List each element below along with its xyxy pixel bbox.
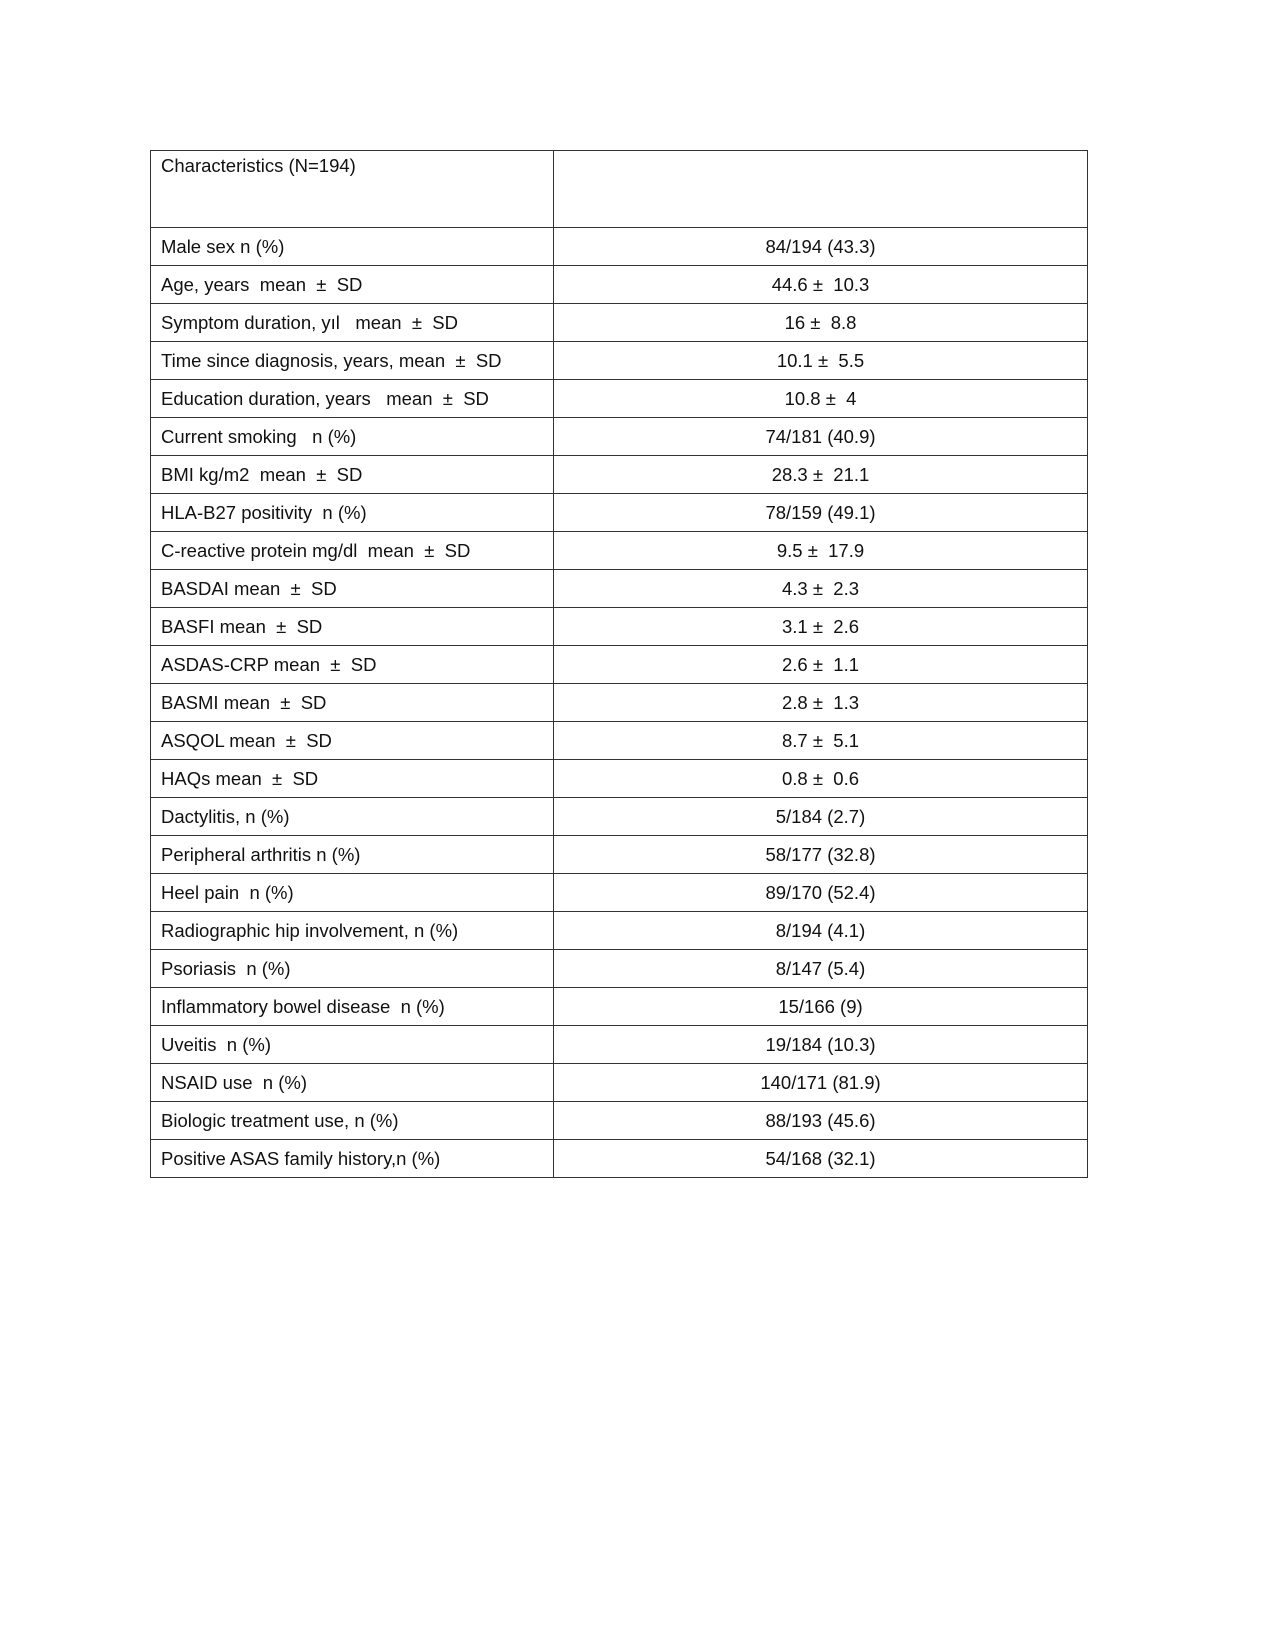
row-label-cell: Psoriasis n (%) [151, 950, 554, 988]
row-value-cell: 28.3 ± 21.1 [554, 456, 1088, 494]
row-value-cell: 44.6 ± 10.3 [554, 266, 1088, 304]
table-row [151, 1026, 1088, 1064]
table-row [151, 1102, 1088, 1140]
row-label-cell: Dactylitis, n (%) [151, 798, 554, 836]
table-row [151, 836, 1088, 874]
table-body [151, 151, 1088, 1178]
table-row [151, 874, 1088, 912]
table-row [151, 266, 1088, 304]
row-value-cell: 54/168 (32.1) [554, 1140, 1088, 1178]
table-row [151, 684, 1088, 722]
row-label-cell: Biologic treatment use, n (%) [151, 1102, 554, 1140]
header-label-cell: Characteristics (N=194) [151, 151, 554, 228]
row-value-cell: 3.1 ± 2.6 [554, 608, 1088, 646]
table-row [151, 532, 1088, 570]
table-row [151, 608, 1088, 646]
row-label-cell: BASDAI mean ± SD [151, 570, 554, 608]
table-row [151, 950, 1088, 988]
row-value-cell: 84/194 (43.3) [554, 228, 1088, 266]
row-value-cell: 2.8 ± 1.3 [554, 684, 1088, 722]
table-row [151, 456, 1088, 494]
row-label-cell: HLA-B27 positivity n (%) [151, 494, 554, 532]
row-label-cell: Radiographic hip involvement, n (%) [151, 912, 554, 950]
table-row [151, 570, 1088, 608]
row-label-cell: Time since diagnosis, years, mean ± SD [151, 342, 554, 380]
row-label-cell: Current smoking n (%) [151, 418, 554, 456]
row-label-cell: ASQOL mean ± SD [151, 722, 554, 760]
row-value-cell: 8/147 (5.4) [554, 950, 1088, 988]
table-row [151, 912, 1088, 950]
row-label-cell: Positive ASAS family history,n (%) [151, 1140, 554, 1178]
row-value-cell: 10.8 ± 4 [554, 380, 1088, 418]
table-row [151, 342, 1088, 380]
table-header-row [151, 151, 1088, 228]
table-row [151, 1140, 1088, 1178]
table-row [151, 646, 1088, 684]
row-value-cell: 8.7 ± 5.1 [554, 722, 1088, 760]
row-label-cell: C-reactive protein mg/dl mean ± SD [151, 532, 554, 570]
row-label-cell: Uveitis n (%) [151, 1026, 554, 1064]
row-label-cell: Symptom duration, yıl mean ± SD [151, 304, 554, 342]
header-value-cell [554, 151, 1088, 228]
row-label-cell: Inflammatory bowel disease n (%) [151, 988, 554, 1026]
table-row [151, 418, 1088, 456]
row-value-cell: 19/184 (10.3) [554, 1026, 1088, 1064]
row-value-cell: 5/184 (2.7) [554, 798, 1088, 836]
row-value-cell: 4.3 ± 2.3 [554, 570, 1088, 608]
row-label-cell: Age, years mean ± SD [151, 266, 554, 304]
row-label-cell: Education duration, years mean ± SD [151, 380, 554, 418]
row-label-cell: Heel pain n (%) [151, 874, 554, 912]
row-value-cell: 9.5 ± 17.9 [554, 532, 1088, 570]
table-row [151, 760, 1088, 798]
characteristics-table [150, 150, 1088, 1178]
row-value-cell: 89/170 (52.4) [554, 874, 1088, 912]
table-row [151, 722, 1088, 760]
table-row [151, 494, 1088, 532]
row-value-cell: 8/194 (4.1) [554, 912, 1088, 950]
row-label-cell: Peripheral arthritis n (%) [151, 836, 554, 874]
row-label-cell: Male sex n (%) [151, 228, 554, 266]
row-label-cell: HAQs mean ± SD [151, 760, 554, 798]
table-row [151, 228, 1088, 266]
row-value-cell: 15/166 (9) [554, 988, 1088, 1026]
row-value-cell: 74/181 (40.9) [554, 418, 1088, 456]
table-row [151, 988, 1088, 1026]
row-label-cell: ASDAS-CRP mean ± SD [151, 646, 554, 684]
table-row [151, 798, 1088, 836]
row-value-cell: 2.6 ± 1.1 [554, 646, 1088, 684]
row-value-cell: 88/193 (45.6) [554, 1102, 1088, 1140]
table-row [151, 304, 1088, 342]
table-row [151, 380, 1088, 418]
row-value-cell: 0.8 ± 0.6 [554, 760, 1088, 798]
row-value-cell: 58/177 (32.8) [554, 836, 1088, 874]
table-row [151, 1064, 1088, 1102]
row-label-cell: BASFI mean ± SD [151, 608, 554, 646]
row-value-cell: 16 ± 8.8 [554, 304, 1088, 342]
row-value-cell: 10.1 ± 5.5 [554, 342, 1088, 380]
row-label-cell: BMI kg/m2 mean ± SD [151, 456, 554, 494]
row-label-cell: NSAID use n (%) [151, 1064, 554, 1102]
row-label-cell: BASMI mean ± SD [151, 684, 554, 722]
row-value-cell: 140/171 (81.9) [554, 1064, 1088, 1102]
row-value-cell: 78/159 (49.1) [554, 494, 1088, 532]
